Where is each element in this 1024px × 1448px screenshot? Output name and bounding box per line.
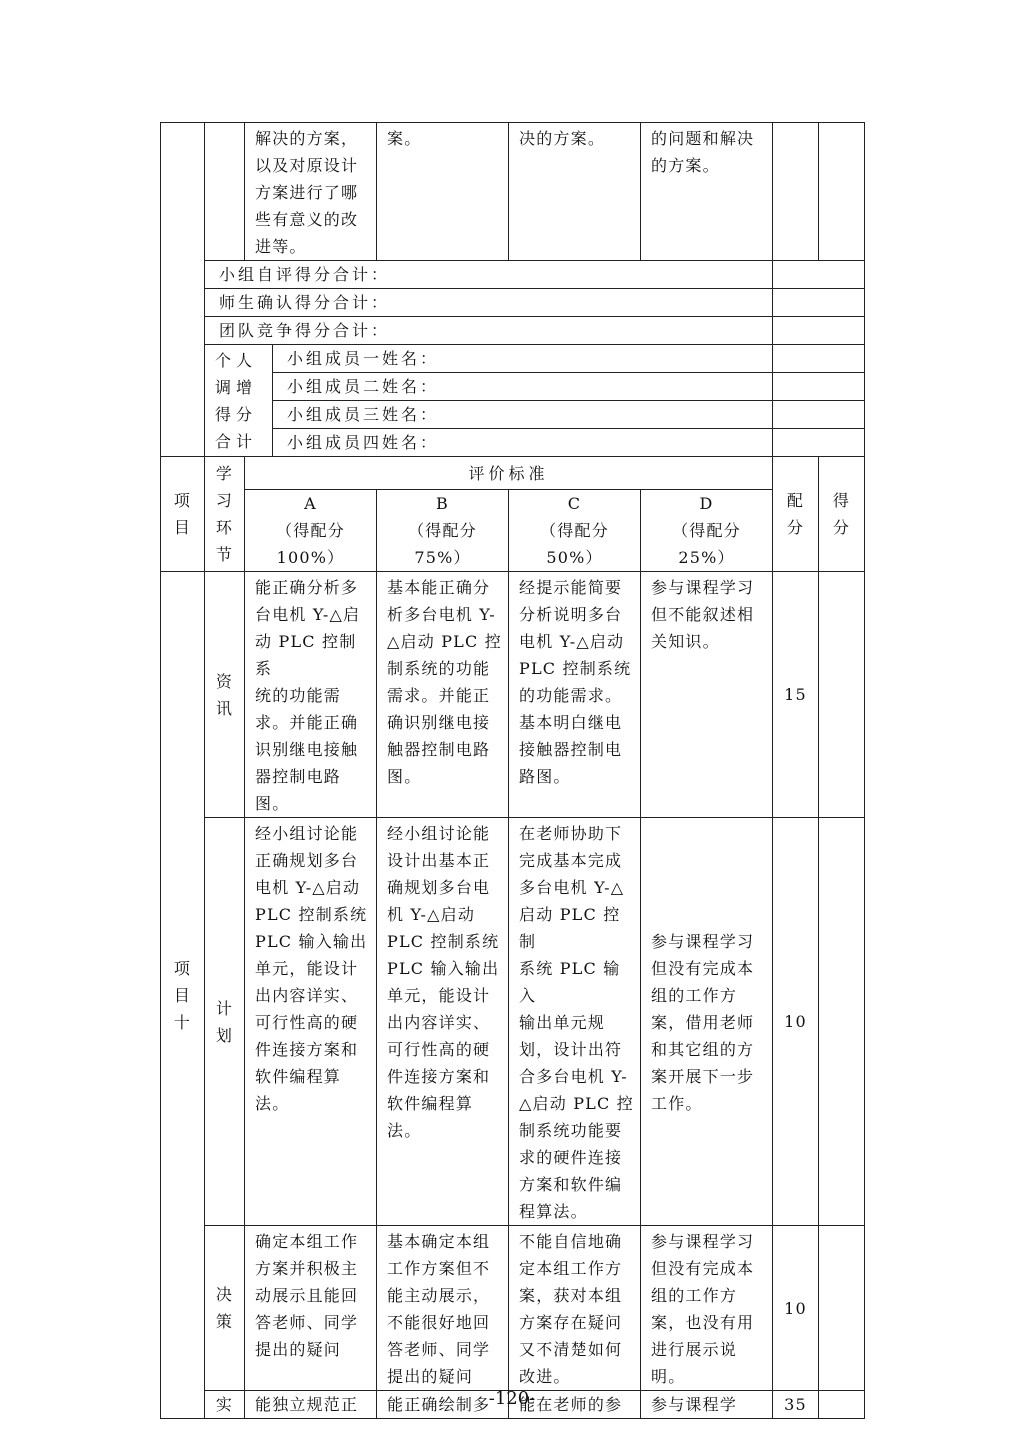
grade-b-letter: B [436,494,449,513]
criteria-a-continued: 解决的方案， 以及对原设计 方案进行了哪 些有意义的改 进等。 [255,129,359,256]
header-stage: 学 习 环 节 [205,457,245,572]
row-1-criteria-a: 经小组讨论能 正确规划多台 电机 Y-△启动 PLC 控制系统 PLC 输入输出 单元，能设计 出内容详实、 可行性高的硬 件连接方案和 软件编程算 法。 [255,824,368,1113]
member-3-name: 小组成员三姓名： [287,405,440,424]
team-compete-score-value [773,317,865,345]
member-1-name: 小组成员一姓名： [287,349,440,368]
criteria-b-continued: 案。 [387,129,422,148]
table-row [161,572,865,818]
group-self-score-label: 小组自评得分合计： [219,265,391,284]
continuation-row [161,123,865,261]
header-score: 得 分 [819,457,865,572]
table-row [161,1226,865,1391]
header-points: 配 分 [773,457,819,572]
grade-d-letter: D [699,494,714,513]
header-grade-b [377,490,509,572]
evaluation-table [160,122,865,1419]
criteria-d-continued: 的问题和解决 的方案。 [651,129,755,175]
member-1-score [773,345,865,373]
row-2-criteria-c: 不能自信地确 定本组工作方 案，获对本组 方案存在疑问 又不清楚如何 改进。 [519,1232,623,1386]
row-0-points: 15 [773,572,819,818]
grade-b-text: （得配分 75%） [408,521,477,567]
grade-c-text: （得配分 50%） [540,521,609,567]
row-0-criteria-b: 基本能正确分 析多台电机 Y- △启动 PLC 控 制系统的功能 需求。并能正 确识别继电接 触器控制电路 图。 [387,578,502,786]
stage-cell-continued [205,123,245,261]
row-3-criteria-a: 能独立规范正 [255,1395,359,1414]
group-self-score-value [773,261,865,289]
score-cell-continued [819,123,865,261]
stage-shi: 实 [205,1391,245,1419]
row-2-points: 10 [773,1226,819,1391]
team-compete-score-label: 团队竞争得分合计： [219,321,391,340]
member-3-score [773,401,865,429]
row-0-score [819,572,865,818]
member-2-name: 小组成员二姓名： [287,377,440,396]
row-1-score [819,818,865,1226]
member-4-name: 小组成员四姓名： [287,433,440,452]
header-project: 项 目 [161,457,205,572]
member-2-score [773,373,865,401]
project-cell-continued [161,123,205,457]
project-name: 项 目 十 [161,572,205,1419]
stage-jihua: 计 划 [205,818,245,1226]
row-3-criteria-c: 能在老师的参 [519,1395,623,1414]
row-1-criteria-b: 经小组讨论能 设计出基本正 确规划多台电 机 Y-△启动 PLC 控制系统 PLC 输入输出 单元，能设计 出内容详实、 可行性高的硬 件连接方案和 软件编程算 法。 [387,824,500,1140]
row-0-criteria-d: 参与课程学习 但不能叙述相 关知识。 [651,578,755,651]
row-0-criteria-a: 能正确分析多 台电机 Y-△启 动 PLC 控制系 统的功能需 求。并能正确 识别继电接触 器控制电路 图。 [255,578,361,813]
header-criteria: 评价标准 [245,457,773,490]
page-number: -120- [488,1388,536,1409]
row-2-score [819,1226,865,1391]
grade-c-letter: C [567,494,582,513]
grade-d-text: （得配分 25%） [672,521,741,567]
header-grade-a [245,490,377,572]
row-1-criteria-c: 在老师协助下 完成基本完成 多台电机 Y-△ 启动 PLC 控制 系统 PLC 输入 输出单元规 划，设计出符 合多台电机 Y- △启动 PLC 控 制系统功能要 求的硬件连接 方案和软件编 程算法。 [519,824,634,1221]
individual-adjust-label: 个人 调增 得分 合计 [215,350,258,451]
row-3-points: 35 [773,1391,819,1419]
row-1-criteria-d: 参与课程学习 但没有完成本 组的工作方 案，借用老师 和其它组的方 案开展下一步 工作。 [651,932,755,1113]
stage-zixun: 资 讯 [205,572,245,818]
member-4-score [773,429,865,457]
teacher-confirm-score-value [773,289,865,317]
header-grade-d [641,490,773,572]
teacher-confirm-score-label: 师生确认得分合计： [219,293,391,312]
points-cell-continued [773,123,819,261]
row-3-criteria-d: 参与课程学 [651,1395,738,1414]
row-1-points: 10 [773,818,819,1226]
row-2-criteria-a: 确定本组工作 方案并积极主 动展示且能回 答老师、同学 提出的疑问 [255,1232,359,1359]
table-row [161,818,865,1226]
grade-a-letter: A [304,494,317,513]
grade-a-text: （得配分 100%） [276,521,345,567]
row-0-criteria-c: 经提示能简要 分析说明多台 电机 Y-△启动 PLC 控制系统 的功能需求。 基本明白继电 接触器控制电 路图。 [519,578,632,786]
stage-juece: 决 策 [205,1226,245,1391]
header-grade-c [509,490,641,572]
row-2-criteria-b: 基本确定本组 工作方案但不 能主动展示， 不能很好地回 答老师、同学 提出的疑问 [387,1232,491,1386]
row-3-criteria-b: 能正确绘制多 [387,1395,491,1414]
row-2-criteria-d: 参与课程学习 但没有完成本 组的工作方 案，也没有用 进行展示说 明。 [651,1232,755,1386]
criteria-c-continued: 决的方案。 [519,129,606,148]
